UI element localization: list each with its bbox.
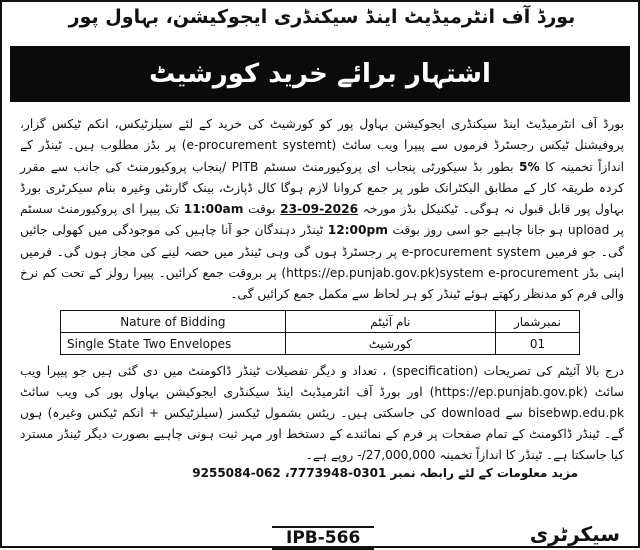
- board-website: bisebwp.edu.pk: [528, 406, 625, 420]
- contact-numbers: 0301-7773948، 062-9255084: [192, 466, 387, 480]
- estimate-amount: 27,000,000/-: [357, 448, 436, 462]
- para2-text: روپے ہے۔: [305, 448, 354, 462]
- contact-line: [192, 466, 578, 480]
- para-eprocurement-system: e-procurement system: [401, 244, 541, 259]
- board-heading: بورڈ آف انٹرمیڈیٹ اینڈ سیکنڈری ایجوکیشن، بہاول پور: [68, 6, 576, 28]
- contact-label: مزید معلومات کے لئے رابطہ نمبر: [390, 466, 578, 480]
- para2-text: سے: [505, 406, 523, 420]
- para-eprocurement-2: e-procurement: [488, 266, 579, 281]
- items-table: [60, 310, 580, 355]
- table-header-row: [61, 311, 580, 333]
- para2-text: اور بورڈ آف انٹرمیڈیٹ اینڈ سیکنڈری ایجوکیشن بہاول پور کی ویب سائٹ: [20, 385, 423, 399]
- para-text: ٹینڈر دہندگان جو آنا چاہیں کی موجودگی میں کھولی جائیں گی۔ جو فرمیں: [20, 223, 625, 259]
- details-paragraph: [20, 361, 624, 466]
- para-text: پر بروقت جمع کرائیں۔ پیپرا رولز کے تحت کم نرخ والی فرم کو مدنظر رکھتے ہوئے ٹینڈر کو ہر لحاظ سے مکمل جمع کرائیں گی۔: [20, 266, 624, 302]
- para-pitb: PITB: [231, 159, 259, 174]
- cell-no: 01: [495, 333, 579, 355]
- table-row: [61, 333, 580, 355]
- secretary-signature: سیکرٹری: [529, 522, 620, 546]
- para-eprocurement: (e-procurement systemt): [181, 138, 337, 153]
- para-text: ہو جانا چاہیے جو اسی روز بوقت: [392, 223, 564, 238]
- para2-text: درج بالا آئیٹم کی تصریحات: [483, 364, 625, 378]
- banner-title: اشتہار برائے خرید کورشیٹ: [149, 59, 491, 89]
- para-upload: upload: [567, 223, 610, 238]
- body-paragraph: [20, 114, 624, 306]
- header-nature: Nature of Bidding: [61, 311, 286, 333]
- para-text: پر بڈز مطلوب ہیں۔ ٹینڈر کے اندازاً تخمینہ کا: [20, 138, 624, 174]
- opening-time: 12:00pm: [327, 223, 388, 238]
- ipb-number: IPB-566: [272, 526, 374, 550]
- para-text: تک پیپرا ای پروکیورمنٹ سسٹم پر: [20, 202, 625, 238]
- para-text: پر رجسٹرڈ ہوں گی وہی ٹینڈر میں حصہ لینے کی مجاز ہوں گی۔ فرمیں اپنی بڈز: [20, 244, 625, 281]
- title-banner: [10, 46, 630, 102]
- para-text: بوقت: [248, 202, 276, 217]
- header-no: نمبرشمار: [495, 311, 579, 333]
- para2-specification: (specification): [391, 364, 479, 378]
- para-text: بطور بڈ سیکورٹی پنجاب ای پروکیورمنٹ سسٹم: [263, 159, 514, 174]
- para2-text: ، تعداد و دیگر تفصیلات ٹینڈر ڈاکومنٹ میں دی گئی ہیں جو پیپرا ویب سائٹ: [20, 364, 625, 399]
- header-item: نام آئیٹم: [285, 311, 495, 333]
- cell-item: کورشیٹ: [285, 333, 495, 355]
- para-ep-link: (https://ep.punjab.gov.pk)system: [281, 266, 484, 281]
- para-text: بورڈ آف انٹرمیڈیٹ اینڈ سیکنڈری ایجوکیشن بہاول پور کو کورشیٹ کی خرید کے لئے سیلزٹیکس، انکم ٹیکس گزار، پروفیشنل ٹیکس رجسٹرڈ فرموں سے پیپرا ویب سائٹ: [20, 117, 625, 153]
- bid-time: 11:00am: [183, 202, 244, 217]
- para2-text: کی جاسکتی ہیں۔ ریٹس بشمول ٹیکسز (سیلزٹیکس + انکم ٹیکس وغیرہ) ہوں گے۔ ٹینڈر ڈاکومنٹ کے تمام صفحات پر فرم کے نمائندے کے دستخط اور مہر ثبت ہونی چاہیے بصورت دیگر ٹینڈر مسترد کیا جاسکتا ہے۔ ٹینڈر کا اندازاً تخمینہ: [20, 406, 624, 462]
- para-percent: 5%: [518, 159, 540, 174]
- cell-nature: Single State Two Envelopes: [61, 333, 286, 355]
- para2-ep-link: (https://ep.punjab.gov.pk): [429, 385, 588, 399]
- para-text: /پنجاب پروکیورمنٹ کی جانب سے مقرر کردہ طریقہ کار کے مطابق الیکٹرانک طور پر جمع کروانا لازم ہوگا کال ڈپازٹ، بینک گارنٹی وغیرہ بنام سیکرٹری بورڈ بہاول پور قابل قبول نہ ہوگی۔ ٹیکنیکل بڈز مورخہ: [20, 159, 625, 217]
- para2-download: download: [441, 406, 501, 420]
- bid-date: 23-09-2026: [280, 202, 359, 217]
